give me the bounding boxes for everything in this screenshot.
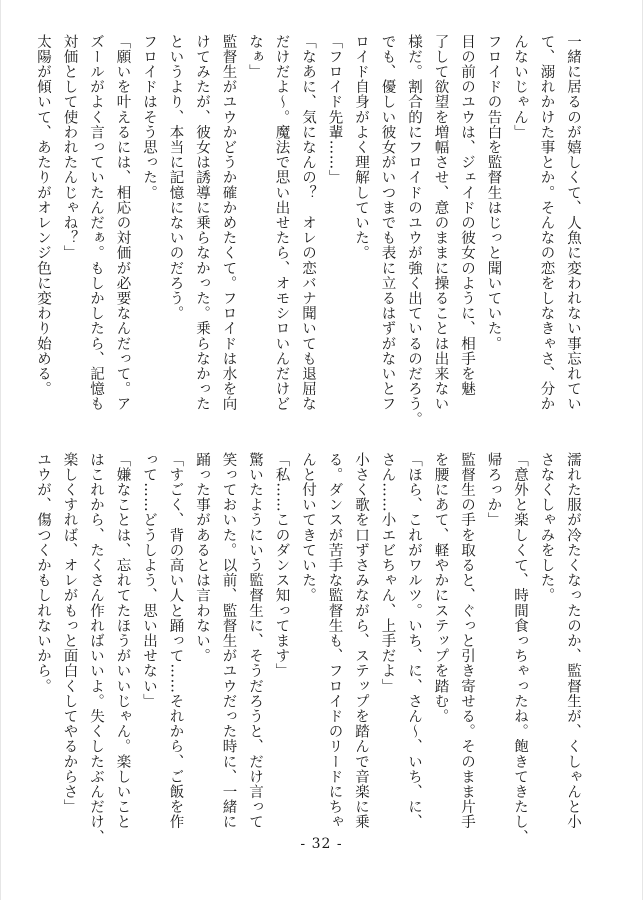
upper-text-block bbox=[35, 34, 586, 427]
text-line: 帰ろっか」 bbox=[485, 452, 502, 528]
text-line: って……どうしよう、思い出せない」 bbox=[141, 452, 157, 709]
text-line: 驚いたようにいう監督生に、そうだろうと、だけ言って bbox=[247, 452, 263, 830]
text-line: だけだよ～。魔法で思い出せたら、オモシロいんだけど bbox=[273, 34, 290, 412]
text-line: 「願いを叶えるには、相応の対価が必要なんだって。ア bbox=[114, 34, 131, 412]
text-line: なぁ」 bbox=[247, 34, 263, 80]
text-line: 「私……このダンス知ってます」 bbox=[273, 452, 290, 679]
text-line: 対価として使われたんじゃね？」 bbox=[61, 34, 78, 261]
text-line: フロイドはそう思った。 bbox=[141, 34, 157, 201]
text-line: 一緒に居るのが嬉しくて、人魚に変われない事忘れてい bbox=[565, 34, 581, 412]
text-line: 「嫌なことは、忘れてたほうがいいじゃん。楽しいこと bbox=[114, 452, 131, 830]
text-line: 様だ。割合的にフロイドのユウが強く出ているのだろう。 bbox=[406, 34, 422, 427]
text-line: 目の前のユウは、ジェイドの彼女のように、相手を魅 bbox=[459, 34, 475, 397]
text-line: さなくしゃみをした。 bbox=[538, 452, 555, 603]
text-line: ロイド自身がよく理解していた。 bbox=[353, 34, 369, 261]
text-line: 濡れた服が冷たくなったのか、監督生が、くしゃんと小 bbox=[565, 452, 581, 830]
text-line: 「意外と楽しくて、時間食っちゃったね。飽きてきたし、 bbox=[512, 452, 528, 845]
text-line: ズールがよく言っていたんだぁ。もしかしたら、記憶も bbox=[88, 34, 104, 412]
text-line: 「すごく、背の高い人と踊って……それから、ご飯を作 bbox=[167, 452, 184, 830]
text-line: 小さく歌を口ずさみながら、ステップを踏んで音楽に乗 bbox=[353, 452, 369, 830]
text-line: 踊った事があるとは言わない。 bbox=[194, 452, 210, 664]
text-line: けてみたが、彼女は誘導に乗らなかった。乗らなかった bbox=[194, 34, 210, 412]
text-line: を腰にあて、軽やかにステップを踏む。 bbox=[432, 452, 449, 724]
text-line: フロイドの告白を監督生はじっと聞いていた。 bbox=[485, 34, 502, 352]
text-line: 監督生の手を取ると、ぐっと引き寄せる。そのまま片手 bbox=[459, 452, 475, 830]
page-number: - 32 - bbox=[300, 836, 343, 852]
text-line: 「ほら、これがワルツ。いち、に、さん～、いち、に、 bbox=[406, 452, 422, 830]
text-line: る。ダンスが苦手な監督生も、フロイドのリードにちゃ bbox=[326, 452, 343, 830]
text-line: はこれから、たくさん作ればいいよ。失くしたぶんだけ、 bbox=[88, 452, 104, 845]
text-line: て、溺れかけた事とか。そんなの恋をしなきゃさ、分か bbox=[538, 34, 555, 412]
text-line: さん……小エビちゃん、上手だよ」 bbox=[379, 452, 396, 694]
text-line: 了して欲望を増幅させ、意のままに操ることは出来ない bbox=[432, 34, 449, 412]
text-line: んと付いてきていた。 bbox=[300, 452, 316, 603]
text-line: 監督生がユウかどうか確かめたくて。フロイドは水を向 bbox=[220, 34, 237, 412]
text-line: んないじゃん」 bbox=[512, 34, 528, 140]
text-line: 太陽が傾いて、あたりがオレンジ色に変わり始める。 bbox=[35, 34, 51, 397]
text-line: 楽しくすれば、オレがもっと面白くしてやるからさ」 bbox=[61, 452, 78, 815]
text-line: ユウが、傷つくかもしれないから。 bbox=[35, 452, 51, 694]
text-line: 笑っておいた。以前、監督生がユウだった時に、一緒に bbox=[220, 452, 237, 830]
text-line: 「フロイド先輩……」 bbox=[326, 34, 343, 185]
text-line: 「なあに、気になんの？ オレの恋バナ聞いても退屈な bbox=[300, 34, 316, 412]
text-line: でも、優しい彼女がいつまでも表に立るはずがないとフ bbox=[379, 34, 396, 412]
text-line: というより、本当に記憶にないのだろう。 bbox=[167, 34, 184, 321]
